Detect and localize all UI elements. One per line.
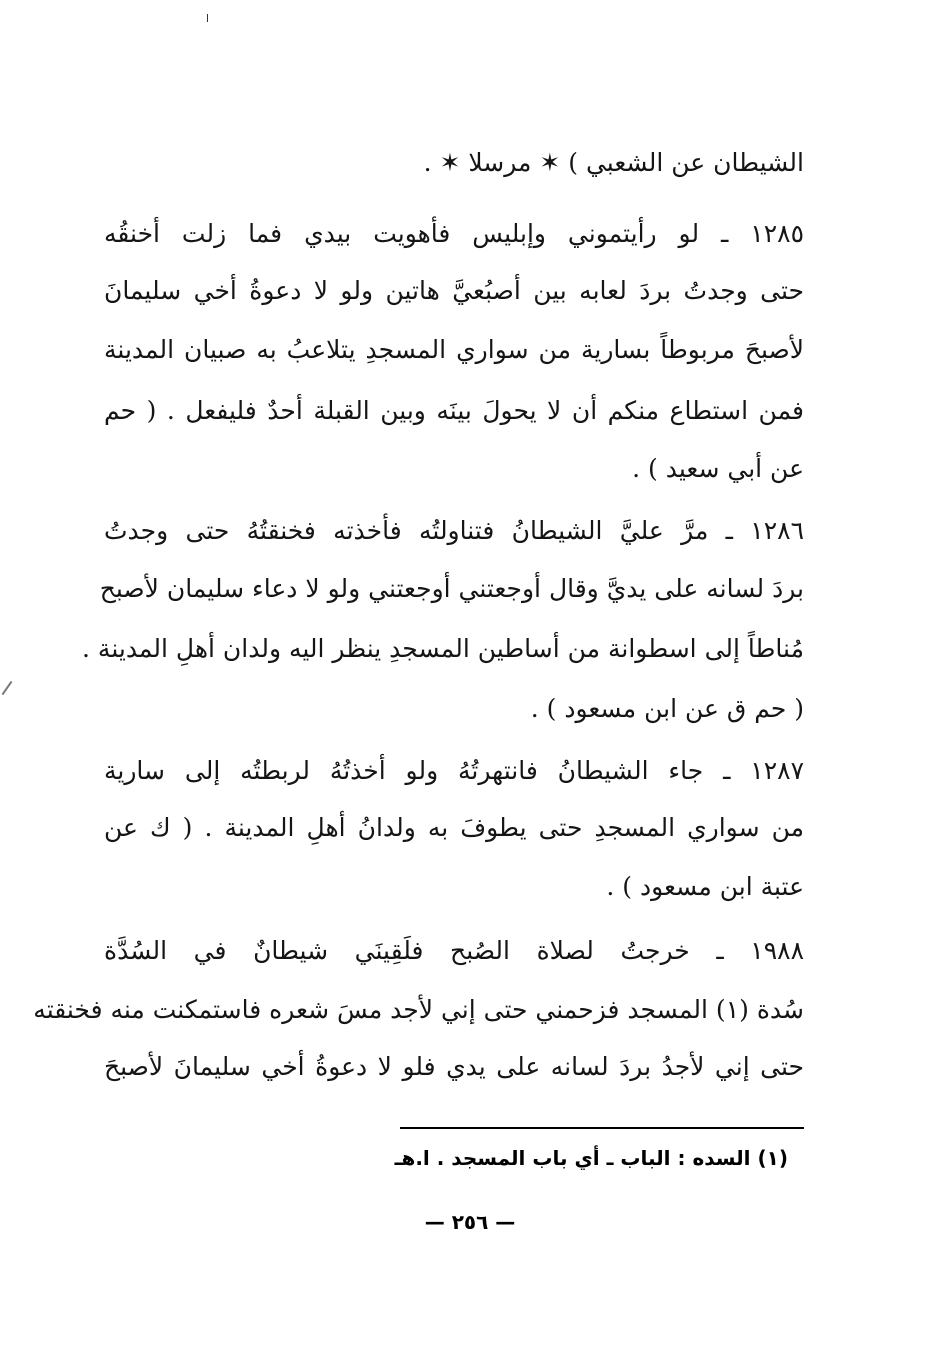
text-line-1: الشيطان عن الشعبي ) ✶ مرسلا ✶ . bbox=[423, 148, 804, 177]
text-line-4: لأصبحَ مربوطاً بسارية من سواري المسجدِ يتلاعبُ به صبيان المدينة bbox=[104, 335, 804, 364]
text-line-9: مُناطاً إلى اسطوانة من أساطين المسجدِ ينظر اليه ولدان أهلِ المدينة . bbox=[82, 634, 804, 663]
footnote-divider bbox=[400, 1127, 804, 1129]
text-line-8: بردَ لسانه على يديَّ وقال أوجعتني أوجعتني ولو لا دعاء سليمان لأصبح bbox=[99, 574, 804, 603]
text-line-15: سُدة (١) المسجد فزحمني حتى إني لأجد مسَ شعره فاستمكنت منه فخنقته bbox=[33, 995, 804, 1024]
scan-mark-left bbox=[2, 681, 13, 695]
text-line-6: عن أبي سعيد ) . bbox=[632, 454, 804, 483]
text-line-3: حتى وجدتُ بردَ لعابه بين أصبُعيَّ هاتين ولو لا دعوةُ أخي سليمانَ bbox=[104, 276, 804, 305]
scan-mark-top bbox=[207, 14, 208, 22]
text-line-12: من سواري المسجدِ حتى يطوفَ به ولدانُ أهلِ المدينة . ( ك عن bbox=[104, 813, 804, 842]
text-line-10: ( حم ق عن ابن مسعود ) . bbox=[530, 694, 804, 723]
text-line-13: عتبة ابن مسعود ) . bbox=[606, 872, 804, 901]
text-line-5: فمن استطاع منكم أن لا يحولَ بينَه وبين القبلة أحدٌ فليفعل . ( حم bbox=[104, 396, 804, 425]
text-line-11: ١٢٨٧ ـ جاء الشيطانُ فانتهرتُهُ ولو أخذتُهُ لربطتُه إلى سارية bbox=[104, 756, 804, 785]
text-line-2: ١٢٨٥ ـ لو رأيتموني وإبليس فأهويت بيدي فما زلت أخنقُه bbox=[104, 219, 804, 248]
text-line-14: ١٩٨٨ ـ خرجتُ لصلاة الصُبح فلَقِينَي شيطانٌ في السُدَّة bbox=[104, 936, 804, 965]
text-line-7: ١٢٨٦ ـ مرَّ عليَّ الشيطانُ فتناولتُه فأخذته فخنقتُهُ حتى وجدتُ bbox=[104, 516, 804, 545]
footnote: (١) السده : الباب ـ أي باب المسجد . ا.هـ bbox=[394, 1146, 788, 1170]
text-line-16: حتى إني لأجدُ بردَ لسانه على يدي فلو لا دعوةُ أخي سليمانَ لأصبحَ bbox=[104, 1052, 804, 1081]
page-number: — ٢٥٦ — bbox=[424, 1210, 516, 1234]
